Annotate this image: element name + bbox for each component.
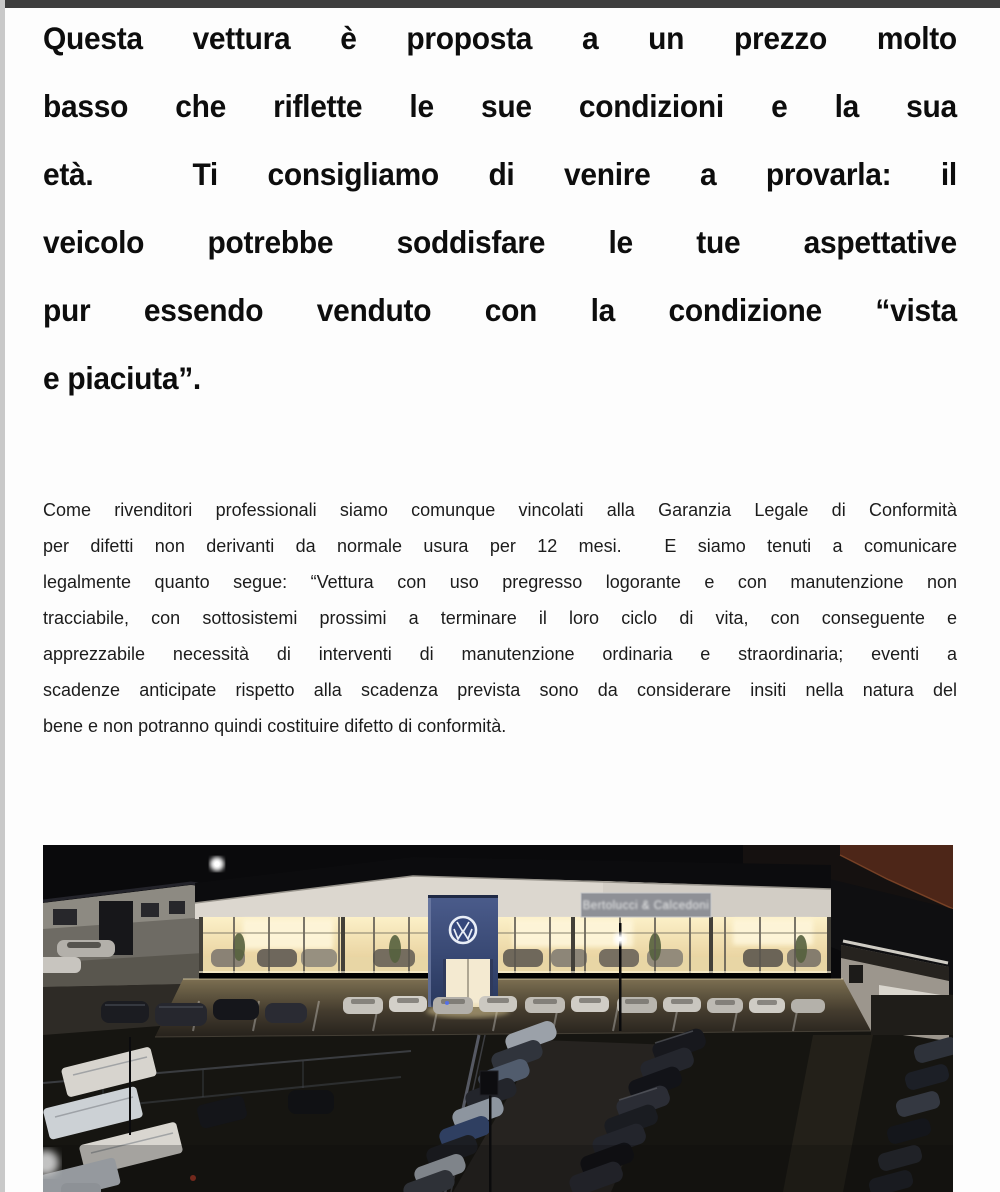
pole-sign	[480, 1071, 498, 1095]
headline-paragraph	[43, 4, 957, 412]
page-left-border	[0, 0, 5, 1192]
dealership-photo-art	[43, 845, 953, 1192]
legal-line: legalmente quanto segue: “Vettura con uso pregresso logorante e con manutenzione non	[43, 572, 957, 592]
legal-line: per difetti non derivanti da normale usura per 12 mesi. E siamo tenuti a comunicare	[43, 536, 957, 556]
headline-line: veicolo potrebbe soddisfare le tue aspettative	[43, 224, 957, 260]
legal-line: tracciabile, con sottosistemi prossimi a terminare il loro ciclo di vita, con conseguente e	[43, 608, 957, 628]
dealership-sign	[581, 893, 711, 917]
legal-line: Come rivenditori professionali siamo comunque vincolati alla Garanzia Legale di Conformità	[43, 500, 957, 520]
headline-line: basso che riflette le sue condizioni e la sua	[43, 88, 957, 124]
headline-line: pur essendo venduto con la condizione “vista	[43, 292, 957, 328]
headline-line: e piaciuta”.	[43, 360, 201, 396]
headline-line: Questa vettura è proposta a un prezzo molto	[43, 20, 957, 56]
dealership-sign-text: Bertolucci & Calcedoni	[582, 900, 710, 912]
middle-row-light-cars	[343, 996, 825, 1014]
legal-line: apprezzabile necessità di interventi di manutenzione ordinaria e straordinaria; eventi a	[43, 644, 957, 664]
legal-line: scadenze anticipate rispetto alla scadenza prevista sono da considerare insiti nella natura del	[43, 680, 957, 700]
parked-car	[43, 957, 81, 973]
dealership-night-photo	[43, 845, 953, 1192]
showroom-windows	[199, 917, 831, 979]
vw-logo	[450, 917, 476, 943]
legal-line: bene e non potranno quindi costituire difetto di conformità.	[43, 716, 507, 736]
legal-paragraph	[43, 492, 957, 744]
blue-light	[445, 1001, 449, 1005]
headline-line: età. Ti consigliamo di venire a provarla: il	[43, 156, 957, 192]
